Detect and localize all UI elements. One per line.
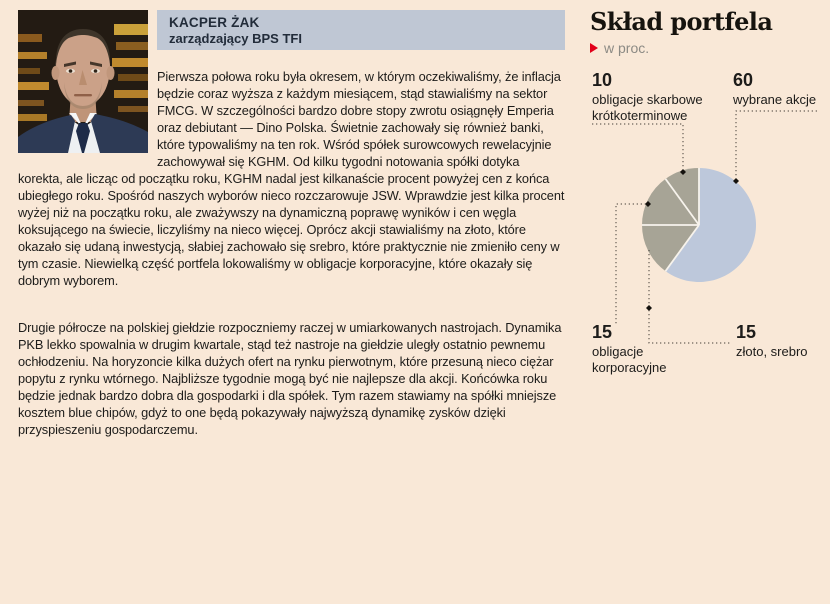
paragraph-second-half: Drugie półrocze na polskiej giełdzie rozpoczniemy raczej w umiarkowanych nastrojach. Dynamika PKB lekko spowalnia w drugim kwartale, stąd też nastroje na giełdzie uległy ostatnio pewnemu ochłodzeniu. Na horyzoncie kilka dużych ofert na rynku pierwotnym, które przesuną nieco ciężar popytu z rynku wtórnego. Najbliższe tygodnie mogą być nie najlepsze dla akcji. Końcówka roku będzie jednak bardzo dobra dla gospodarki i dla spółek. Tym razem stawiamy na spółki mniejsze kosztem blue chipów, gdyż to one będą pokazywały najwyższą dynamikę zysków dzięki przyspieszeniu gospodarczemu.: [18, 320, 562, 437]
author-box: [157, 10, 565, 50]
label-obligacje-skarbowe: 10 obligacje skarbowe krótkoterminowe: [592, 70, 712, 124]
value-zloto: 15: [736, 322, 757, 342]
manager-photo: [18, 10, 148, 153]
value-skarbowe: 10: [592, 70, 613, 90]
manager-photo-illustration: [18, 10, 148, 153]
leader-line-korporacyjne: [616, 204, 646, 326]
author-name: KACPER ŻAK: [169, 15, 260, 30]
chart-subtitle: [590, 40, 649, 56]
value-korporacyjne: 15: [592, 322, 613, 342]
leader-line-skarbowe: [592, 124, 683, 169]
label-zloto-srebro: 15 złoto, srebro: [736, 322, 830, 360]
red-triangle-icon: [590, 43, 598, 53]
leader-line-akcje: [736, 111, 817, 178]
paragraph-first-half: Pierwsza połowa roku była okresem, w którym oczekiwaliśmy, że inflacja będzie coraz wyższa z każdym miesiącem, stąd stawialiśmy na sektor FMCG. W szczególności bardzo dobre stopy zwrotu osiągnęły Emperia oraz debiutant — Dino Polska. Świetnie zachowały się również banki, które typowaliśmy na ten rok. Wśród spółek surowcowych rewelacyjnie zachowywał się KGHM. Od kilku tygodni notowania spółki dotyka korekta, ale licząc od początku roku, KGHM nadal jest kilkanaście procent powyżej cen z końca ubiegłego roku. Spośród naszych wyborów nieco rozczarowuje JSW. Wprawdzie jest kilka procent wyżej niż na początku roku, ale zważywszy na dynamiczną poprawę wyników i cen węgla koksującego na świecie, liczyliśmy na nieco więcej. Oprócz akcji stawialiśmy na złoto, które okazało się udaną inwestycją, słabiej zachowało się srebro, które praktycznie nie zmieniło ceny w tym czasie. Niewielką część portfela lokowaliśmy w obligacje korporacyjne, które okazały się dobrym wyborem.: [18, 69, 565, 288]
chart-unit: w proc.: [604, 40, 650, 56]
article-column: [18, 10, 565, 438]
label-obligacje-korporacyjne: 15 obligacje korporacyjne: [592, 322, 712, 376]
chart-title: Skład portfela: [590, 7, 773, 36]
value-akcje: 60: [733, 70, 754, 90]
portfolio-chart-section: [580, 0, 830, 430]
label-wybrane-akcje: 60 wybrane akcje: [733, 70, 828, 108]
author-role: zarządzający BPS TFI: [169, 31, 302, 46]
anchor-dot-zloto: [646, 305, 652, 311]
